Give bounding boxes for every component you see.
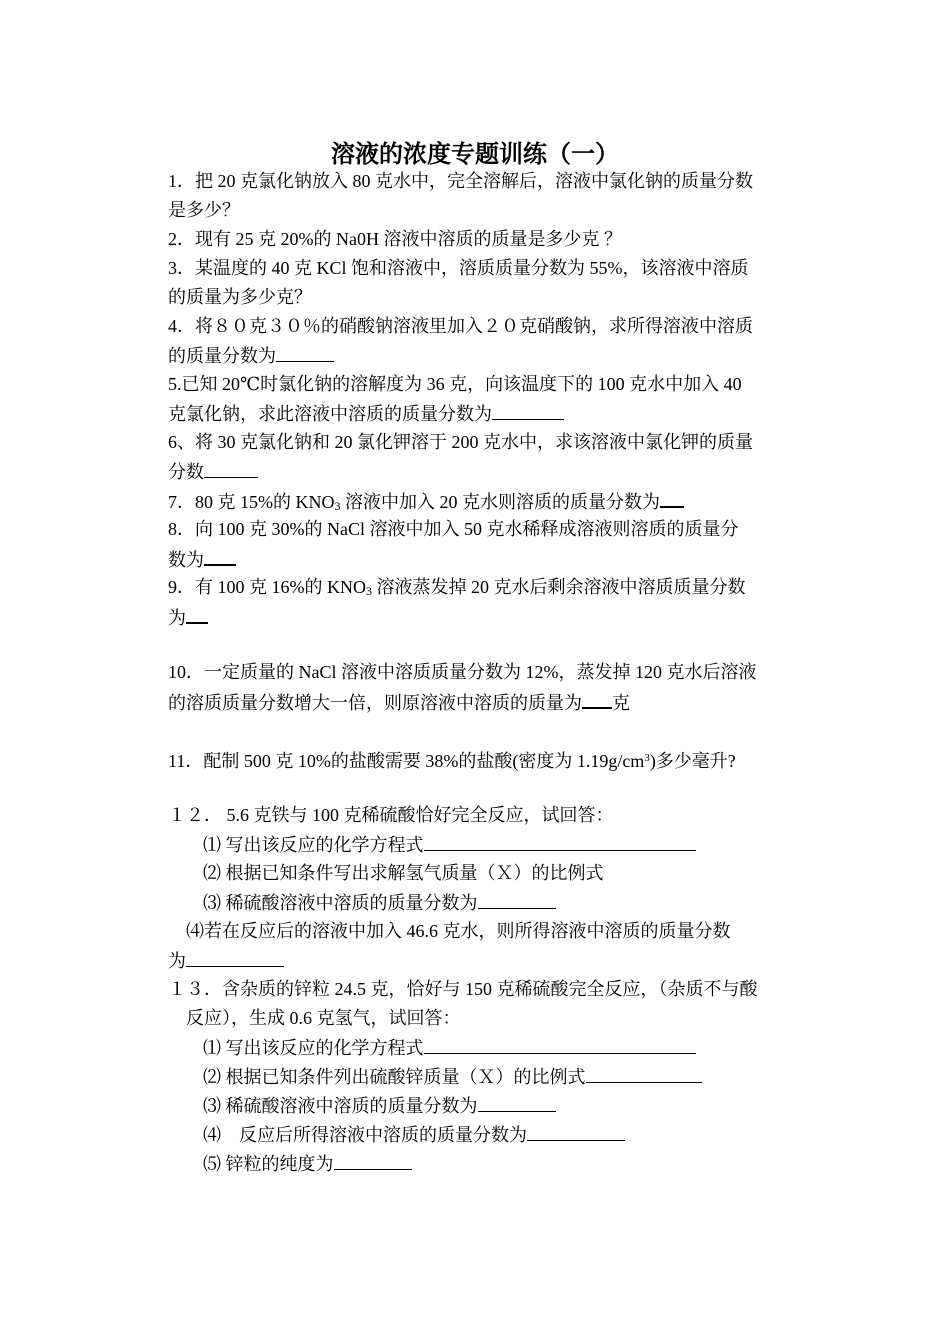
answer-blank xyxy=(424,833,696,851)
q13-part-4 xyxy=(203,1123,625,1146)
q7-line-1 xyxy=(168,489,684,517)
q12-part-4-line-2 xyxy=(168,949,284,972)
q12-part-3 xyxy=(203,891,556,914)
answer-blank xyxy=(660,489,684,508)
q11-superscript: 3 xyxy=(644,752,650,764)
q13-part-2 xyxy=(203,1065,702,1088)
answer-blank xyxy=(527,1123,625,1141)
q7-subscript: 3 xyxy=(334,499,341,513)
q8-line-1: 8．向 100 克 30%的 NaCl 溶液中加入 50 克水稀释成溶液则溶质的质量分 xyxy=(168,519,739,539)
q1-line-1: 1．把 20 克氯化钠放入 80 克水中，完全溶解后，溶液中氯化钠的质量分数 xyxy=(168,171,753,191)
q9-line-1 xyxy=(168,576,746,602)
q13-part-5 xyxy=(203,1152,412,1175)
q10-text: 的溶质质量分数增大一倍，则原溶液中溶质的质量为 xyxy=(168,693,582,713)
q13-part-2-text: ⑵ 根据已知条件列出硫酸锌质量（Ｘ）的比例式 xyxy=(203,1067,586,1087)
q13-part-5-text: ⑸ 锌粒的纯度为 xyxy=(203,1154,334,1174)
q11-text-2: )多少毫升? xyxy=(649,751,736,771)
q12-part-2: ⑵ 根据已知条件写出求解氢气质量（Ｘ）的比例式 xyxy=(203,863,604,883)
q4-text: 的质量分数为 xyxy=(168,346,276,366)
answer-blank xyxy=(186,605,208,624)
answer-blank xyxy=(424,1036,696,1054)
q13-line-1: １３．含杂质的锌粒 24.5 克，恰好与 150 克稀硫酸完全反应，（杂质不与酸 xyxy=(168,979,758,999)
q5-line-2 xyxy=(168,402,564,425)
q13-part-3-text: ⑶ 稀硫酸溶液中溶质的质量分数为 xyxy=(203,1096,478,1116)
q12-part-4: ⑷若在反应后的溶液中加入 46.6 克水，则所得溶液中溶质的质量分数 xyxy=(186,921,731,941)
q6-line-1: 6、将 30 克氯化钠和 20 氯化钾溶于 200 克水中，求该溶液中氯化钾的质量 xyxy=(168,432,753,452)
q9-text-3: 为 xyxy=(168,608,186,628)
page-title: 溶液的浓度专题训练（一） xyxy=(331,139,619,168)
answer-blank xyxy=(586,1065,702,1083)
q13-line-2: 反应），生成 0.6 克氢气，试回答： xyxy=(186,1008,461,1028)
q9-line-2 xyxy=(168,605,208,629)
answer-blank xyxy=(492,402,564,420)
q13-part-1 xyxy=(203,1036,696,1059)
answer-blank xyxy=(276,344,334,362)
q1-line-2: 是多少？ xyxy=(168,200,240,220)
q3-line-1: 3．某温度的 40 克 KCl 饱和溶液中，溶质质量分数为 55%，该溶液中溶质 xyxy=(168,258,749,278)
q12-part-1 xyxy=(203,833,696,856)
q12-part-4-text: 为 xyxy=(168,951,186,971)
q8-line-2 xyxy=(168,547,236,571)
q13-part-1-text: ⑴ 写出该反应的化学方程式 xyxy=(203,1038,424,1058)
answer-blank xyxy=(478,891,556,909)
answer-blank xyxy=(204,547,236,566)
q9-text-2: 溶液蒸发掉 20 克水后剩余溶液中溶质质量分数 xyxy=(372,577,746,597)
q8-text: 数为 xyxy=(168,550,204,570)
answer-blank xyxy=(186,949,284,967)
q9-subscript: 3 xyxy=(366,584,372,598)
q13-part-3 xyxy=(203,1094,556,1117)
q12-part-3-text: ⑶ 稀硫酸溶液中溶质的质量分数为 xyxy=(203,893,478,913)
q11-text-1: 11．配制 500 克 10%的盐酸需要 38%的盐酸(密度为 1.19g/cm xyxy=(168,751,645,771)
q10-line-2 xyxy=(168,690,630,714)
q5-line-1: 5.已知 20℃时氯化钠的溶解度为 36 克，向该温度下的 100 克水中加入 40 xyxy=(168,374,742,394)
q11-line-1 xyxy=(168,747,736,772)
q4-line-2 xyxy=(168,344,334,367)
q4-line-1: 4．将８０克３０％的硝酸钠溶液里加入２０克硝酸钠，求所得溶液中溶质 xyxy=(168,316,753,336)
q6-line-2 xyxy=(168,460,258,483)
answer-blank xyxy=(478,1094,556,1112)
q7-text-1: 7．80 克 15%的 KNO xyxy=(168,492,335,512)
q3-line-2: 的质量为多少克？ xyxy=(168,287,312,307)
q6-text: 分数 xyxy=(168,462,204,482)
answer-blank xyxy=(334,1152,412,1170)
q9-text-1: 9．有 100 克 16%的 KNO xyxy=(168,577,366,597)
q2-line-1: 2．现有 25 克 20%的 Na0H 溶液中溶质的质量是多少克 ？ xyxy=(168,229,622,249)
q10-line-1: 10．一定质量的 NaCl 溶液中溶质质量分数为 12%，蒸发掉 120 克水后溶液 xyxy=(168,662,757,682)
answer-blank xyxy=(582,690,612,709)
q10-unit: 克 xyxy=(612,693,630,713)
answer-blank xyxy=(204,460,258,478)
q12-line-1: １２． 5.6 克铁与 100 克稀硫酸恰好完全反应，试回答： xyxy=(168,805,614,825)
q12-part-1-text: ⑴ 写出该反应的化学方程式 xyxy=(203,835,424,855)
q13-part-4-text: ⑷ 反应后所得溶液中溶质的质量分数为 xyxy=(203,1125,527,1145)
q7-text-2: 溶液中加入 20 克水则溶质的质量分数为 xyxy=(340,492,660,512)
q5-text: 克氯化钠，求此溶液中溶质的质量分数为 xyxy=(168,404,492,424)
